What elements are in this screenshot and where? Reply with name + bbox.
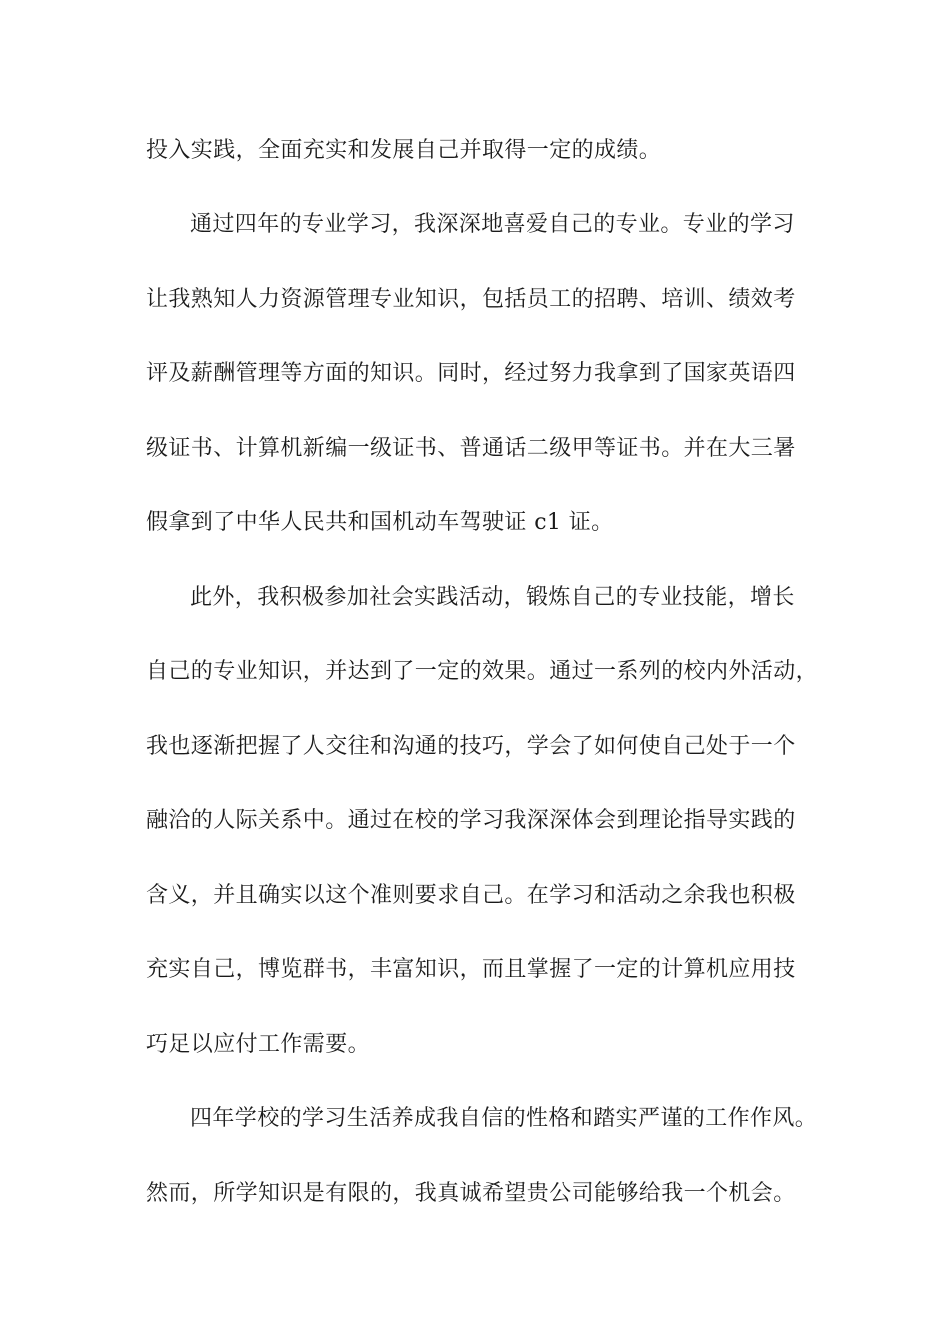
paragraph-4-line-2: 然而，所学知识是有限的，我真诚希望贵公司能够给我一个机会。: [146, 1181, 796, 1206]
paragraph-2-line-3: 评及薪酬管理等方面的知识。同时，经过努力我拿到了国家英语四: [146, 361, 796, 386]
paragraph-1-line-1: 投入实践，全面充实和发展自己并取得一定的成绩。: [146, 138, 662, 163]
paragraph-2-line-1: 通过四年的专业学习，我深深地喜爱自己的专业。专业的学习: [190, 212, 795, 237]
paragraph-2-line-5: 假拿到了中华人民共和国机动车驾驶证 c1 证。: [146, 510, 614, 535]
paragraph-3-line-2: 自己的专业知识，并达到了一定的效果。通过一系列的校内外活动，: [146, 659, 819, 684]
paragraph-2-line-2: 让我熟知人力资源管理专业知识，包括员工的招聘、培训、绩效考: [146, 287, 796, 312]
paragraph-3-line-1: 此外，我积极参加社会实践活动，锻炼自己的专业技能，增长: [190, 585, 795, 610]
paragraph-3-line-6: 充实自己，博览群书，丰富知识，而且掌握了一定的计算机应用技: [146, 957, 796, 982]
paragraph-4-line-1: 四年学校的学习生活养成我自信的性格和踏实严谨的工作作风。: [190, 1106, 818, 1131]
paragraph-3-line-5: 含义，并且确实以这个准则要求自己。在学习和活动之余我也积极: [146, 883, 796, 908]
paragraph-3-line-4: 融洽的人际关系中。通过在校的学习我深深体会到理论指导实践的: [146, 808, 796, 833]
paragraph-3-line-3: 我也逐渐把握了人交往和沟通的技巧，学会了如何使自己处于一个: [146, 734, 796, 759]
paragraph-3-line-7: 巧足以应付工作需要。: [146, 1032, 371, 1057]
paragraph-2-line-4: 级证书、计算机新编一级证书、普通话二级甲等证书。并在大三暑: [146, 436, 796, 461]
